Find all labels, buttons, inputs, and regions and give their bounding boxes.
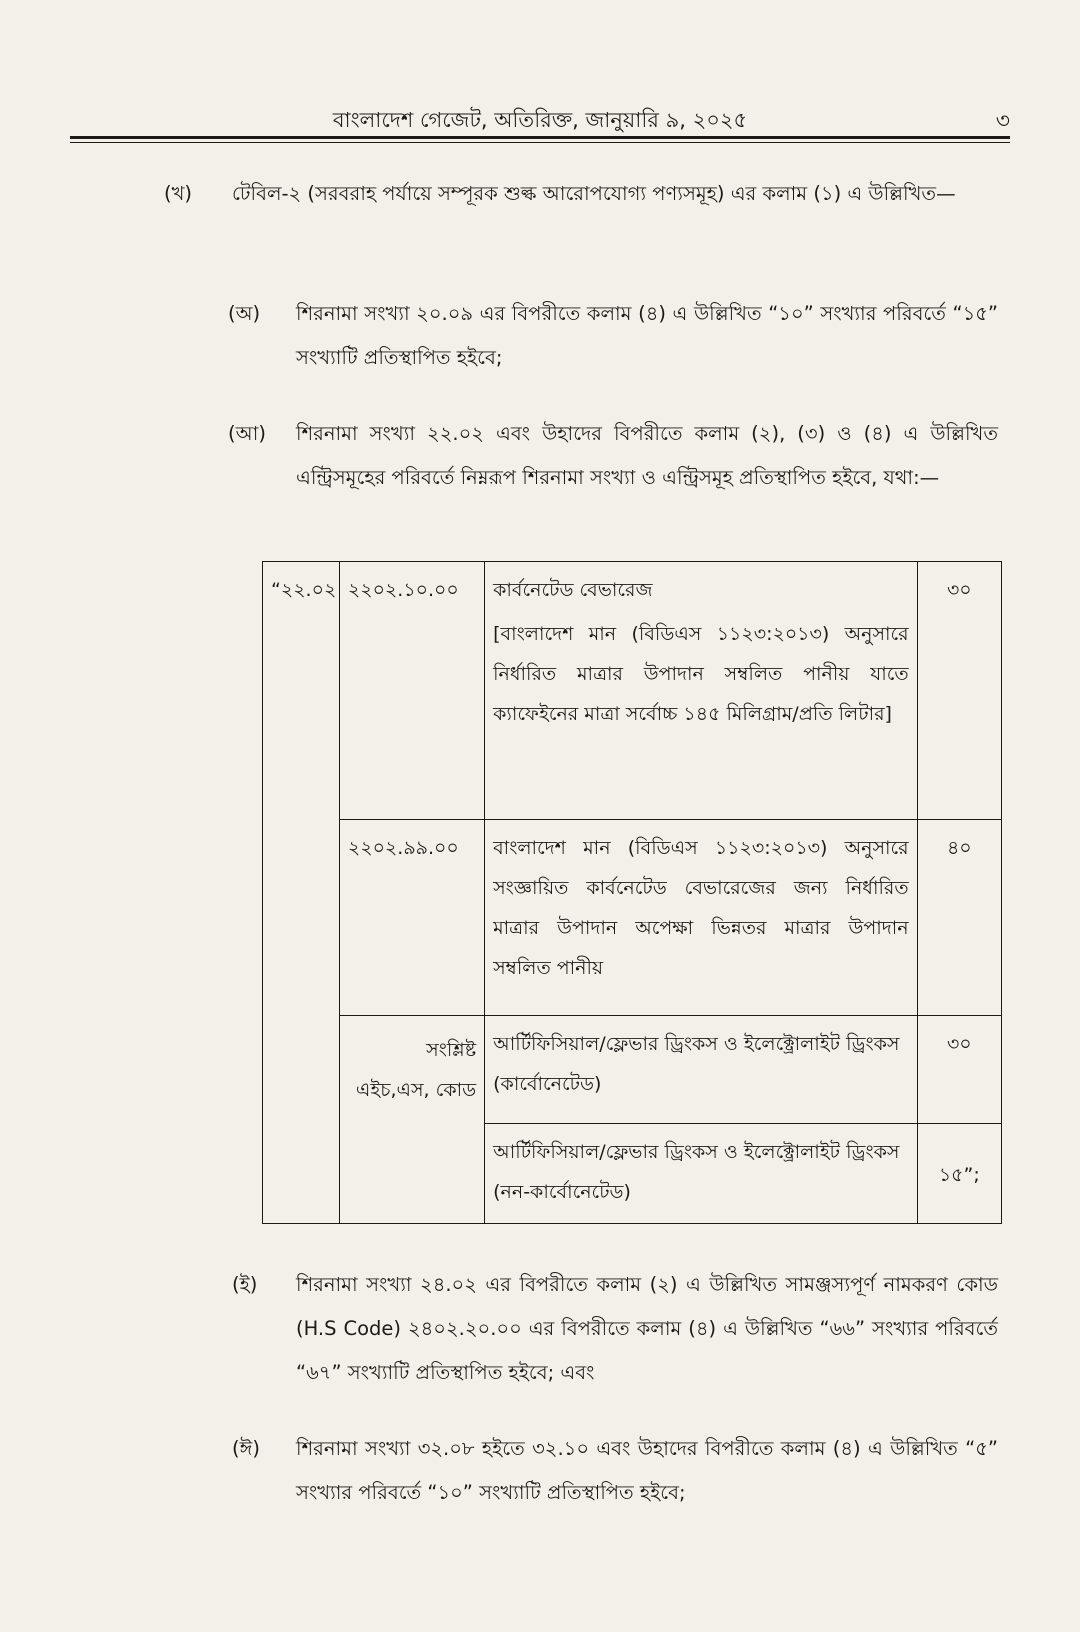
description: বাংলাদেশ মান (বিডিএস ১১২৩:২০১৩) অনুসারে সংজ্ঞায়িত কার্বনেটেড বেভারেজের জন্য নির্ধারিত মাত্রার উপাদান অপেক্ষা ভিন্নতর মাত্রার উপাদান সম্বলিত পানীয় bbox=[493, 837, 909, 979]
description-cell bbox=[485, 1124, 918, 1224]
clause-i-text: শিরনামা সংখ্যা ২৪.০২ এর বিপরীতে কলাম (২) এ উল্লিখিত সামঞ্জস্যপূর্ণ নামকরণ কোড (H.S Code) ২৪০২.২০.০০ এর বিপরীতে কলাম (৪) এ উল্লিখিত “৬৬” সংখ্যার পরিবর্তে “৬৭” সংখ্যাটি প্রতিস্থাপিত হইবে; এবং bbox=[296, 1273, 998, 1384]
hs-code-cell bbox=[339, 1016, 484, 1224]
rate-cell bbox=[917, 1016, 1001, 1124]
hs-code: ২২০২.৯৯.০০ bbox=[347, 837, 459, 859]
rate-cell bbox=[917, 1124, 1001, 1224]
clause-aa-text: শিরনামা সংখ্যা ২২.০২ এবং উহাদের বিপরীতে কলাম (২), (৩) ও (৪) এ উল্লিখিত এন্ট্রিসমূহের পরিবর্তে নিম্নরূপ শিরনামা সংখ্যা ও এন্ট্রিসমূহ প্রতিস্থাপিত হইবে, যথা:— bbox=[296, 422, 998, 489]
table-row bbox=[263, 562, 1002, 820]
rate-value: ৪০ bbox=[946, 837, 972, 859]
clause-marker-kha: (খ) bbox=[164, 182, 193, 205]
gazette-title: বাংলাদেশ গেজেট, অতিরিক্ত, জানুয়ারি ৯, ২০২৫ bbox=[332, 108, 748, 132]
rate-cell bbox=[917, 562, 1001, 820]
heading-number: “২২.০২ bbox=[271, 579, 337, 601]
table-row bbox=[263, 1016, 1002, 1124]
clause-marker-aa: (আ) bbox=[228, 422, 266, 445]
hs-code: ২২০২.১০.০০ bbox=[347, 579, 459, 601]
entries-table bbox=[262, 561, 1002, 1224]
page-header bbox=[70, 100, 1010, 136]
rate-value: ৩০ bbox=[946, 1033, 972, 1055]
hs-code-cell bbox=[339, 562, 484, 820]
rate-value: ৩০ bbox=[946, 579, 972, 601]
hs-code-cell bbox=[339, 820, 484, 1016]
header-rule-thin bbox=[70, 142, 1010, 143]
clause-marker-ii: (ঈ) bbox=[232, 1437, 260, 1460]
description: আর্টিফিসিয়াল/ফ্লেভার ড্রিংকস ও ইলেক্ট্রোলাইট ড্রিংকস (কার্বোনেটেড) bbox=[493, 1033, 900, 1095]
description: কার্বনেটেড বেভারেজ bbox=[493, 579, 653, 601]
clause-marker-i: (ই) bbox=[232, 1273, 258, 1296]
heading-cell bbox=[263, 562, 340, 1224]
description-note: [বাংলাদেশ মান (বিডিএস ১১২৩:২০১৩) অনুসারে নির্ধারিত মাত্রার উপাদান সম্বলিত পানীয় যাতে ক্যাফেইনের মাত্রা সর্বোচ্চ ১৪৫ মিলিগ্রাম/প্রতি লিটার] bbox=[493, 623, 909, 725]
intro-paragraph: টেবিল-২ (সরবরাহ পর্যায়ে সম্পূরক শুল্ক আরোপযোগ্য পণ্যসমূহ) এর কলাম (১) এ উল্লিখিত— bbox=[232, 182, 956, 205]
table-row bbox=[263, 820, 1002, 1016]
clause-marker-a: (অ) bbox=[228, 302, 261, 325]
page-number: ৩ bbox=[995, 109, 1010, 134]
description-cell bbox=[485, 1016, 918, 1124]
clause-ii-text: শিরনামা সংখ্যা ৩২.০৮ হইতে ৩২.১০ এবং উহাদের বিপরীতে কলাম (৪) এ উল্লিখিত “৫” সংখ্যার পরিবর্তে “১০” সংখ্যাটি প্রতিস্থাপিত হইবে; bbox=[296, 1437, 998, 1504]
header-rule-thick bbox=[70, 136, 1010, 139]
description-cell bbox=[485, 562, 918, 820]
clause-a-text: শিরনামা সংখ্যা ২০.০৯ এর বিপরীতে কলাম (৪) এ উল্লিখিত “১০” সংখ্যার পরিবর্তে “১৫” সংখ্যাটি প্রতিস্থাপিত হইবে; bbox=[296, 302, 998, 369]
hs-code-reference: সংশ্লিষ্ট এইচ,এস, কোড bbox=[355, 1039, 477, 1101]
rate-cell bbox=[917, 820, 1001, 1016]
description: আর্টিফিসিয়াল/ফ্লেভার ড্রিংকস ও ইলেক্ট্রোলাইট ড্রিংকস (নন-কার্বোনেটেড) bbox=[493, 1141, 900, 1203]
description-cell bbox=[485, 820, 918, 1016]
rate-value: ১৫”; bbox=[938, 1163, 980, 1186]
